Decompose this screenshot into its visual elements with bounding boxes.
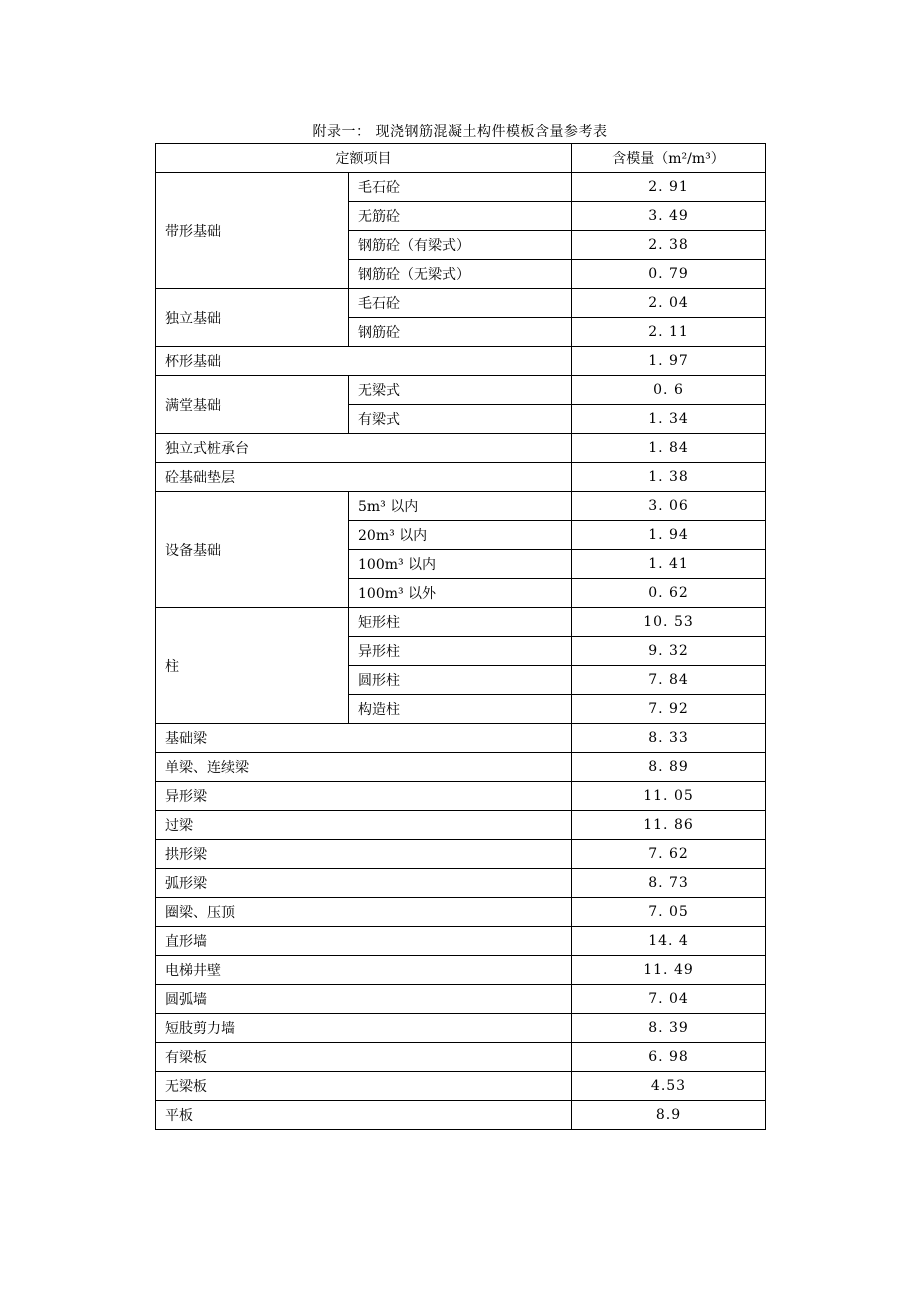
row-category: 平板 <box>156 1101 572 1130</box>
row-category: 带形基础 <box>156 173 349 289</box>
row-value: 2. 04 <box>572 289 766 318</box>
row-value: 11. 05 <box>572 782 766 811</box>
row-value: 11. 49 <box>572 956 766 985</box>
row-value: 6. 98 <box>572 1043 766 1072</box>
row-category: 直形墙 <box>156 927 572 956</box>
row-category: 基础梁 <box>156 724 572 753</box>
table-row <box>156 753 766 782</box>
table-row <box>156 1072 766 1101</box>
row-value: 10. 53 <box>572 608 766 637</box>
row-value: 1. 41 <box>572 550 766 579</box>
row-category: 独立式桩承台 <box>156 434 572 463</box>
row-value: 1. 34 <box>572 405 766 434</box>
row-value: 1. 84 <box>572 434 766 463</box>
row-subcategory: 无梁式 <box>349 376 572 405</box>
row-subcategory: 5m³ 以内 <box>349 492 572 521</box>
table-row <box>156 492 766 521</box>
table-row <box>156 869 766 898</box>
row-value: 2. 91 <box>572 173 766 202</box>
row-value: 1. 38 <box>572 463 766 492</box>
row-subcategory: 有梁式 <box>349 405 572 434</box>
row-value: 8.9 <box>572 1101 766 1130</box>
row-value: 8. 39 <box>572 1014 766 1043</box>
row-value: 7. 04 <box>572 985 766 1014</box>
row-subcategory: 20m³ 以内 <box>349 521 572 550</box>
table-row <box>156 840 766 869</box>
row-subcategory: 毛石砼 <box>349 173 572 202</box>
row-value: 2. 11 <box>572 318 766 347</box>
row-value: 8. 73 <box>572 869 766 898</box>
row-subcategory: 无筋砼 <box>349 202 572 231</box>
row-value: 7. 05 <box>572 898 766 927</box>
row-subcategory: 异形柱 <box>349 637 572 666</box>
row-value: 7. 92 <box>572 695 766 724</box>
formwork-reference-table <box>155 143 766 1130</box>
table-row <box>156 811 766 840</box>
row-category: 单梁、连续梁 <box>156 753 572 782</box>
row-value: 4.53 <box>572 1072 766 1101</box>
row-subcategory: 钢筋砼（无梁式） <box>349 260 572 289</box>
table-row <box>156 1014 766 1043</box>
table-row <box>156 289 766 318</box>
row-subcategory: 构造柱 <box>349 695 572 724</box>
row-category: 圈梁、压顶 <box>156 898 572 927</box>
table-header-row <box>156 144 766 173</box>
row-value: 1. 94 <box>572 521 766 550</box>
row-subcategory: 矩形柱 <box>349 608 572 637</box>
table-row <box>156 434 766 463</box>
row-subcategory: 钢筋砼 <box>349 318 572 347</box>
table-row <box>156 927 766 956</box>
table-row <box>156 173 766 202</box>
row-value: 0. 79 <box>572 260 766 289</box>
table-row <box>156 608 766 637</box>
row-category: 过梁 <box>156 811 572 840</box>
row-value: 3. 06 <box>572 492 766 521</box>
page-title: 附录一： 现浇钢筋混凝土构件模板含量参考表 <box>312 124 608 140</box>
row-category: 无梁板 <box>156 1072 572 1101</box>
row-category: 独立基础 <box>156 289 349 347</box>
row-value: 8. 89 <box>572 753 766 782</box>
row-value: 7. 84 <box>572 666 766 695</box>
row-category: 有梁板 <box>156 1043 572 1072</box>
table-row <box>156 347 766 376</box>
row-category: 满堂基础 <box>156 376 349 434</box>
table-row <box>156 898 766 927</box>
table-row <box>156 724 766 753</box>
row-value: 3. 49 <box>572 202 766 231</box>
row-category: 柱 <box>156 608 349 724</box>
row-value: 2. 38 <box>572 231 766 260</box>
row-value: 9. 32 <box>572 637 766 666</box>
row-category: 设备基础 <box>156 492 349 608</box>
row-value: 1. 97 <box>572 347 766 376</box>
table-row <box>156 956 766 985</box>
row-subcategory: 100m³ 以内 <box>349 550 572 579</box>
table-row <box>156 463 766 492</box>
table-row <box>156 376 766 405</box>
row-category: 电梯井壁 <box>156 956 572 985</box>
row-category: 短肢剪力墙 <box>156 1014 572 1043</box>
row-category: 砼基础垫层 <box>156 463 572 492</box>
row-subcategory: 毛石砼 <box>349 289 572 318</box>
row-value: 0. 62 <box>572 579 766 608</box>
table-row <box>156 1101 766 1130</box>
row-value: 7. 62 <box>572 840 766 869</box>
header-item: 定额项目 <box>156 144 572 173</box>
table-row <box>156 782 766 811</box>
row-value: 11. 86 <box>572 811 766 840</box>
row-value: 0. 6 <box>572 376 766 405</box>
row-subcategory: 钢筋砼（有梁式） <box>349 231 572 260</box>
row-category: 弧形梁 <box>156 869 572 898</box>
row-category: 杯形基础 <box>156 347 572 376</box>
row-value: 8. 33 <box>572 724 766 753</box>
row-category: 圆弧墙 <box>156 985 572 1014</box>
row-category: 拱形梁 <box>156 840 572 869</box>
row-subcategory: 100m³ 以外 <box>349 579 572 608</box>
header-value: 含模量（m²/m³） <box>572 144 766 173</box>
row-value: 14. 4 <box>572 927 766 956</box>
table-row <box>156 1043 766 1072</box>
table-row <box>156 985 766 1014</box>
row-subcategory: 圆形柱 <box>349 666 572 695</box>
row-category: 异形梁 <box>156 782 572 811</box>
